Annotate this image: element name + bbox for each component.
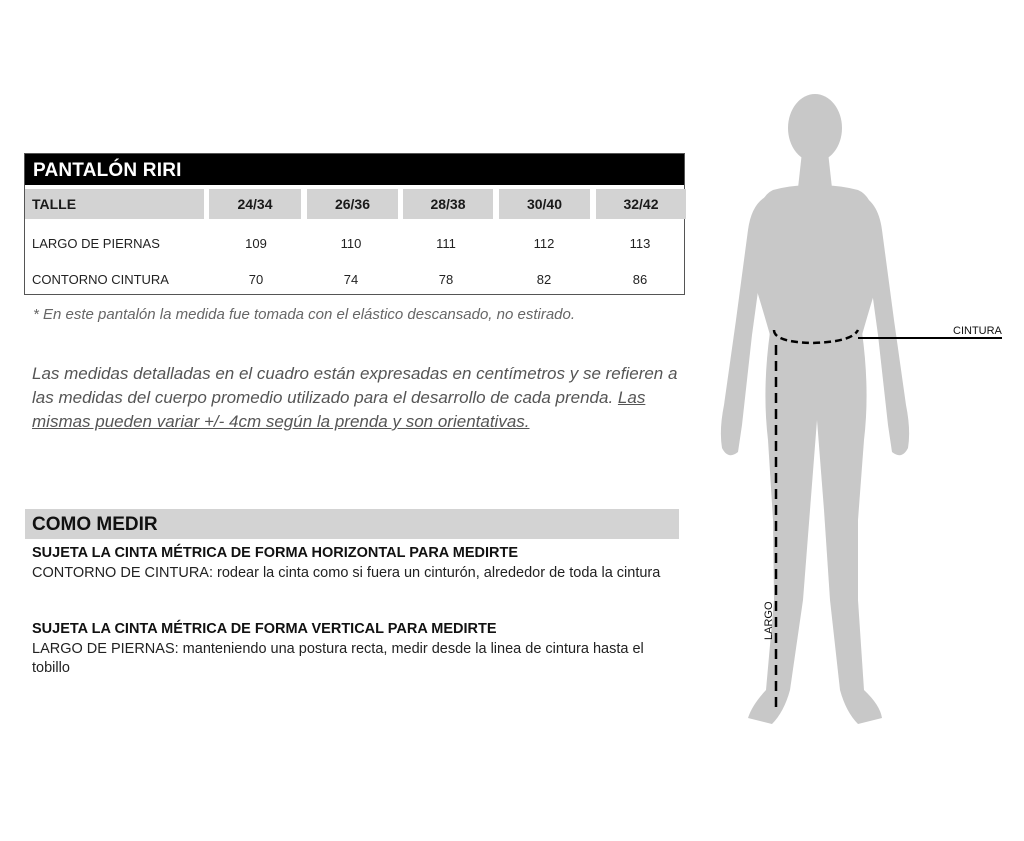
header-size-5: 32/42 [596,189,686,219]
header-size-3: 28/38 [403,189,493,219]
table-cell: 74 [343,272,359,287]
elastic-note: * En este pantalón la medida fue tomada con el elástico descansado, no estirado. [33,306,576,323]
body-figure [700,85,1024,745]
header-talle: TALLE [25,189,204,219]
size-table [24,153,685,295]
length-label: LARGO [763,601,775,640]
header-size-4: 30/40 [499,189,590,219]
header-size-2: 26/36 [307,189,398,219]
measurements-paragraph [32,362,682,434]
waist-label: CINTURA [953,325,1002,337]
horizontal-instruction-title: SUJETA LA CINTA MÉTRICA DE FORMA HORIZONTAL PARA MEDIRTE [32,545,518,561]
table-title: PANTALÓN RIRI [25,154,684,185]
como-medir-title: COMO MEDIR [32,514,158,535]
row-label-largo: LARGO DE PIERNAS [32,236,160,251]
table-cell: 70 [248,272,264,287]
table-cell: 110 [340,236,362,251]
header-size-1: 24/34 [209,189,301,219]
body-silhouette [721,94,909,724]
table-cell: 78 [438,272,454,287]
paragraph-text: Las medidas detalladas en el cuadro están expresadas en centímetros y se refieren a las medidas del cuerpo promedio utilizado para el desarrollo de cada prenda. [32,364,678,407]
como-medir-bar [25,509,679,539]
horizontal-instruction-text: CONTORNO DE CINTURA: rodear la cinta como si fuera un cinturón, alrededor de toda la cintura [32,565,661,581]
table-cell: 109 [245,236,267,251]
table-cell: 113 [629,236,651,251]
row-label-contorno: CONTORNO CINTURA [32,272,169,287]
table-cell: 111 [436,236,456,251]
vertical-instruction-title: SUJETA LA CINTA MÉTRICA DE FORMA VERTICAL PARA MEDIRTE [32,621,497,637]
paragraph-underlined: Las mismas pueden variar +/- 4cm según la prenda y son orientativas. [32,388,646,431]
table-cell: 86 [632,272,648,287]
vertical-instruction-text: LARGO DE PIERNAS: manteniendo una postura recta, medir desde la linea de cintura hasta el tobillo [32,641,644,676]
table-cell: 82 [536,272,552,287]
table-cell: 112 [533,236,555,251]
